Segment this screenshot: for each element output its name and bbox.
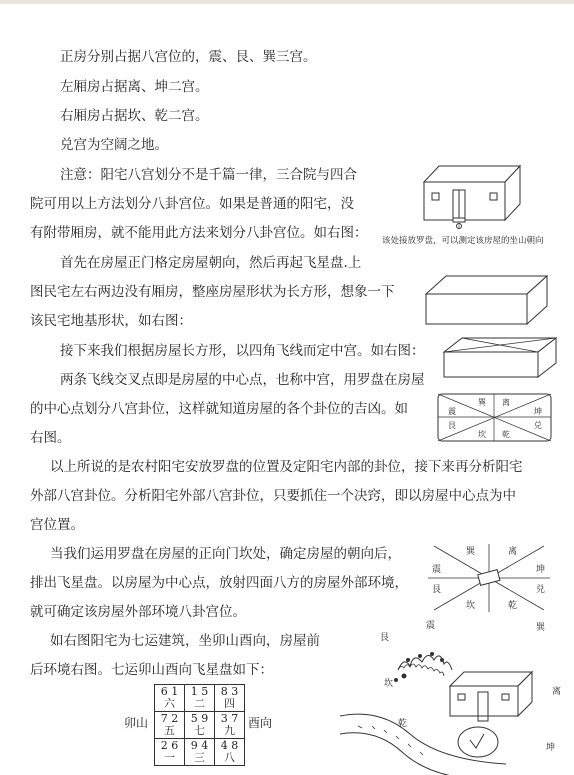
env-label-kun: 坤 (546, 743, 556, 753)
fs-cell-2: 1 5 二 (185, 685, 215, 712)
env-label-gen: 艮 (380, 633, 390, 643)
para-line-11: 接下来我们根据房屋长方形，以四角飞线而定中宫。如右图： (60, 343, 425, 359)
star-label-gen: 艮 (432, 585, 442, 595)
star-label-zhen: 震 (432, 565, 442, 575)
para-line-9: 图民宅左右两边没有厢房，整座房屋形状为长方形，想象一下 (30, 284, 395, 300)
box-diagonals-figure (440, 335, 560, 381)
para-line-1: 正房分别占据八宫位的，震、艮、巽三宫。 (60, 49, 317, 65)
star-label-li: 离 (508, 547, 518, 557)
para-line-16: 外部八宫卦位。分析阳宅外部八宫卦位，只要抓住一个决窍，即以房屋中心点为中 (30, 488, 516, 504)
grid-label-kun: 坤 (534, 407, 542, 416)
para-line-19: 排出飞星盘。以房屋为中心点，放射四面八方的房屋外部环境， (30, 575, 408, 591)
para-line-3: 右厢房占据坎、乾二宫。 (60, 108, 209, 124)
grid-label-dui: 兑 (534, 421, 542, 430)
fs-cell-8: 9 4 三 (185, 739, 215, 766)
star-bagua-figure (424, 540, 554, 616)
env-label-xun: 巽 (536, 623, 546, 633)
para-line-22: 后环境右图。七运卯山酉向飞星盘如下： (30, 662, 273, 678)
env-label-li: 离 (552, 687, 562, 697)
para-line-5: 注意：阳宅八宫划分不是千篇一律，三合院与四合 (60, 167, 357, 183)
fs-cell-4: 7 2 五 (155, 712, 185, 739)
fs-cell-7: 2 6 一 (155, 739, 185, 766)
grid-label-qian: 乾 (502, 430, 510, 439)
grid-label-xun: 巽 (478, 398, 486, 407)
grid-label-zhen: 震 (448, 407, 456, 416)
para-line-15: 以上所说的是农村阳宅安放罗盘的位置及定阳宅内部的卦位，接下来再分析阳宅 (50, 459, 523, 475)
para-line-4: 兑宫为空阔之地。 (60, 137, 168, 153)
flying-star-grid (154, 684, 245, 766)
para-line-20: 就可确定该房屋外部环境八卦宫位。 (30, 604, 246, 620)
star-label-kan: 坎 (466, 601, 476, 611)
para-line-21: 如右图阳宅为七运建筑，坐卯山酉向，房屋前 (50, 633, 320, 649)
fs-cell-9: 4 8 八 (215, 739, 245, 766)
grid-label-gen: 艮 (448, 421, 456, 430)
star-label-qian: 乾 (508, 601, 518, 611)
house-door-figure (412, 160, 570, 235)
para-line-10: 该民宅地基形状，如右图： (30, 313, 192, 329)
para-line-14: 右图。 (30, 430, 71, 446)
box-figure (422, 272, 552, 328)
para-line-7: 有附带厢房，就不能用此方法来划分八卦宫位。如右图： (30, 225, 368, 241)
fs-cell-1: 6 1 六 (155, 685, 185, 712)
fs-cell-3: 8 3 四 (215, 685, 245, 712)
environment-figure (338, 618, 574, 775)
para-line-18: 当我们运用罗盘在房屋的正向门坎处，确定房屋的朝向后， (50, 546, 401, 562)
star-label-kun: 坤 (536, 565, 546, 575)
star-label-xun: 巽 (466, 547, 476, 557)
fs-cell-6: 3 7 九 (215, 712, 245, 739)
fs-cell-5: 5 9 七 (185, 712, 215, 739)
env-label-kan: 坎 (384, 679, 394, 689)
flying-star-right-label: 酉向 (248, 716, 273, 730)
para-line-2: 左厢房占据离、坤二宫。 (60, 79, 209, 95)
bagua-grid-figure (436, 392, 556, 444)
house-figure-caption: 该处接放罗盘，可以测定该房屋的坐山朝向 (382, 236, 544, 246)
para-line-12: 两条飞线交叉点即是房屋的中心点，也称中宫，用罗盘在房屋 (60, 372, 425, 388)
grid-label-li: 离 (502, 398, 510, 407)
star-label-dui: 兑 (536, 585, 546, 595)
para-line-6: 院可用以上方法划分八卦宫位。如果是普通的阳宅，没 (30, 196, 354, 212)
grid-label-kan: 坎 (478, 430, 486, 439)
env-label-zhen: 震 (426, 621, 436, 631)
para-line-8: 首先在房屋正门格定房屋朝向，然后再起飞星盘.上 (60, 255, 362, 271)
para-line-17: 宫位置。 (30, 517, 84, 533)
env-label-qian: 乾 (398, 719, 408, 729)
top-border (0, 0, 574, 4)
flying-star-left-label: 卯山 (124, 716, 149, 730)
para-line-13: 的中心点划分八宫卦位，这样就知道房屋的各个卦位的吉凶。如 (30, 401, 408, 417)
